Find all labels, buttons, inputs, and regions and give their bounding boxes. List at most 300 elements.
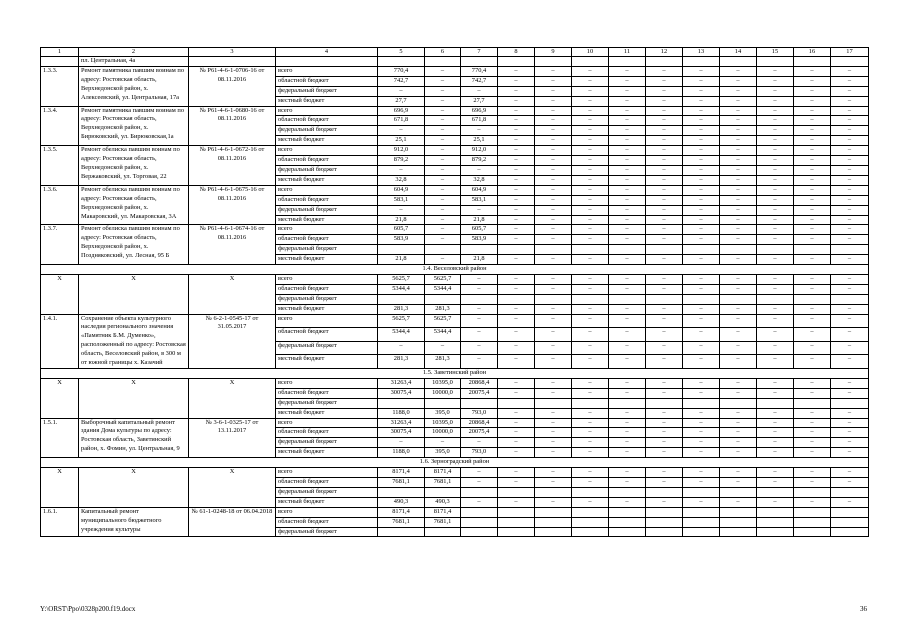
amount-cell: 21,8 xyxy=(378,255,425,265)
cell-empty xyxy=(609,57,646,67)
amount-cell: 8171,4 xyxy=(378,468,425,478)
amount-cell xyxy=(720,507,757,517)
amount-cell: – xyxy=(461,284,498,294)
amount-cell: – xyxy=(757,408,794,418)
amount-cell: – xyxy=(609,86,646,96)
cell-empty xyxy=(683,57,720,67)
amount-cell: – xyxy=(535,341,572,355)
amount-cell: – xyxy=(720,477,757,487)
amount-cell: – xyxy=(498,284,535,294)
amount-cell xyxy=(378,245,425,255)
amount-cell: – xyxy=(757,388,794,398)
amount-cell: – xyxy=(720,341,757,355)
amount-cell: – xyxy=(720,66,757,76)
amount-cell xyxy=(535,517,572,527)
document-reference: № Р61-4-6-1-0674-16 от 08.11.2016 xyxy=(189,225,276,265)
amount-cell: – xyxy=(757,284,794,294)
amount-cell: – xyxy=(609,284,646,294)
amount-cell: – xyxy=(609,304,646,314)
amount-cell: – xyxy=(425,136,461,146)
amount-cell: – xyxy=(461,165,498,175)
funding-source: местный бюджет xyxy=(276,215,378,225)
amount-cell: – xyxy=(609,477,646,487)
document-reference: № 6-2-1-0545-17 от 31.05.2017 xyxy=(189,314,276,368)
amount-cell: – xyxy=(720,205,757,215)
funding-source: областной бюджет xyxy=(276,235,378,245)
table-row xyxy=(41,378,869,388)
amount-cell xyxy=(794,398,831,408)
amount-cell: – xyxy=(646,156,683,166)
section-row xyxy=(41,265,869,275)
funding-source: всего xyxy=(276,185,378,195)
amount-cell: – xyxy=(720,185,757,195)
amount-cell: – xyxy=(425,106,461,116)
object-description: Ремонт памятника павшим воинам по адресу: Ростовская область, Верхнедонской район, х. Бирюковский, ул. Бирюковская,1а xyxy=(79,106,189,146)
amount-cell: – xyxy=(535,274,572,284)
funding-source: местный бюджет xyxy=(276,136,378,146)
table-row xyxy=(41,225,869,235)
amount-cell: – xyxy=(425,235,461,245)
amount-cell xyxy=(535,398,572,408)
amount-cell: 25,1 xyxy=(378,136,425,146)
amount-cell: – xyxy=(609,428,646,438)
funding-source: федеральный бюджет xyxy=(276,165,378,175)
amount-cell: – xyxy=(646,86,683,96)
amount-cell: 5344,4 xyxy=(378,328,425,342)
amount-cell xyxy=(683,527,720,537)
amount-cell: – xyxy=(831,185,869,195)
amount-cell xyxy=(720,294,757,304)
amount-cell: – xyxy=(572,76,609,86)
amount-cell: – xyxy=(609,497,646,507)
amount-cell xyxy=(535,527,572,537)
amount-cell: – xyxy=(498,438,535,448)
table-row xyxy=(41,418,869,428)
amount-cell: – xyxy=(646,165,683,175)
cell-empty xyxy=(572,57,609,67)
amount-cell: – xyxy=(535,225,572,235)
amount-cell: – xyxy=(720,418,757,428)
amount-cell xyxy=(683,487,720,497)
amount-cell: – xyxy=(720,408,757,418)
funding-source: областной бюджет xyxy=(276,328,378,342)
amount-cell: – xyxy=(831,304,869,314)
amount-cell: – xyxy=(609,106,646,116)
cell-empty xyxy=(461,57,498,67)
amount-cell: – xyxy=(535,428,572,438)
amount-cell: – xyxy=(794,304,831,314)
object-description: Ремонт памятника павшим воинам по адресу: Ростовская область, Верхнедонской район, х. Алексеевский, ул. Центральная, 17а xyxy=(79,66,189,106)
funding-source: федеральный бюджет xyxy=(276,527,378,537)
amount-cell: – xyxy=(831,328,869,342)
amount-cell: 742,7 xyxy=(461,76,498,86)
amount-cell: – xyxy=(535,175,572,185)
amount-cell: – xyxy=(757,66,794,76)
section-title: 1.4. Веселовский район xyxy=(41,265,869,275)
cell-empty xyxy=(189,57,276,67)
amount-cell xyxy=(720,245,757,255)
amount-cell: – xyxy=(425,185,461,195)
amount-cell: – xyxy=(794,468,831,478)
amount-cell: – xyxy=(794,355,831,369)
amount-cell: – xyxy=(535,165,572,175)
document-reference: Х xyxy=(189,274,276,314)
amount-cell: 281,3 xyxy=(378,355,425,369)
amount-cell: – xyxy=(831,274,869,284)
amount-cell: – xyxy=(572,448,609,458)
amount-cell: – xyxy=(572,86,609,96)
amount-cell: 20075,4 xyxy=(461,428,498,438)
amount-cell: 281,3 xyxy=(425,304,461,314)
amount-cell: – xyxy=(757,136,794,146)
amount-cell: – xyxy=(535,116,572,126)
amount-cell: – xyxy=(646,274,683,284)
amount-cell: 604,9 xyxy=(378,185,425,195)
amount-cell xyxy=(609,527,646,537)
amount-cell: – xyxy=(794,274,831,284)
amount-cell: – xyxy=(794,284,831,294)
amount-cell: – xyxy=(683,235,720,245)
amount-cell: – xyxy=(535,408,572,418)
amount-cell: – xyxy=(425,66,461,76)
amount-cell: – xyxy=(572,195,609,205)
object-description: Ремонт обелиска павшим воинам по адресу: Ростовская область, Верхнедонской район, х. Поздняковский, ул. Лесная, 95 Б xyxy=(79,225,189,265)
amount-cell xyxy=(378,487,425,497)
amount-cell: – xyxy=(461,355,498,369)
object-description: Х xyxy=(79,274,189,314)
amount-cell: – xyxy=(498,126,535,136)
amount-cell: – xyxy=(498,146,535,156)
amount-cell: – xyxy=(757,304,794,314)
amount-cell: – xyxy=(498,255,535,265)
funding-source: всего xyxy=(276,314,378,328)
funding-source: всего xyxy=(276,468,378,478)
amount-cell: – xyxy=(794,341,831,355)
amount-cell: – xyxy=(609,156,646,166)
amount-cell: – xyxy=(572,378,609,388)
amount-cell: – xyxy=(572,136,609,146)
table-row xyxy=(41,274,869,284)
amount-cell: – xyxy=(683,255,720,265)
amount-cell: – xyxy=(535,136,572,146)
amount-cell: 793,0 xyxy=(461,408,498,418)
amount-cell: – xyxy=(720,175,757,185)
amount-cell: – xyxy=(425,146,461,156)
amount-cell: – xyxy=(831,378,869,388)
amount-cell: – xyxy=(461,86,498,96)
amount-cell: 21,8 xyxy=(461,215,498,225)
amount-cell: – xyxy=(683,355,720,369)
column-number: 11 xyxy=(609,48,646,57)
amount-cell: – xyxy=(572,388,609,398)
amount-cell xyxy=(757,517,794,527)
amount-cell: – xyxy=(683,497,720,507)
funding-source: федеральный бюджет xyxy=(276,438,378,448)
amount-cell: – xyxy=(425,116,461,126)
column-number: 7 xyxy=(461,48,498,57)
amount-cell: – xyxy=(683,468,720,478)
amount-cell: – xyxy=(535,205,572,215)
amount-cell xyxy=(757,294,794,304)
amount-cell xyxy=(498,294,535,304)
amount-cell: – xyxy=(572,274,609,284)
amount-cell: – xyxy=(794,175,831,185)
amount-cell xyxy=(720,517,757,527)
amount-cell: – xyxy=(609,205,646,215)
amount-cell: – xyxy=(498,96,535,106)
amount-cell: – xyxy=(378,438,425,448)
amount-cell: – xyxy=(646,76,683,86)
amount-cell: – xyxy=(831,225,869,235)
amount-cell: 793,0 xyxy=(461,448,498,458)
amount-cell: – xyxy=(831,116,869,126)
amount-cell: – xyxy=(683,76,720,86)
amount-cell: – xyxy=(720,355,757,369)
amount-cell: – xyxy=(498,156,535,166)
amount-cell: – xyxy=(794,86,831,96)
amount-cell: – xyxy=(683,304,720,314)
amount-cell: – xyxy=(498,235,535,245)
amount-cell: 281,3 xyxy=(378,304,425,314)
amount-cell: – xyxy=(572,428,609,438)
amount-cell: – xyxy=(535,126,572,136)
amount-cell: – xyxy=(572,341,609,355)
amount-cell: – xyxy=(794,388,831,398)
amount-cell: – xyxy=(683,328,720,342)
amount-cell xyxy=(572,294,609,304)
amount-cell: – xyxy=(720,378,757,388)
amount-cell: – xyxy=(720,438,757,448)
item-number: 1.3.6. xyxy=(41,185,79,225)
amount-cell: – xyxy=(646,205,683,215)
table-row xyxy=(41,185,869,195)
amount-cell: 671,8 xyxy=(461,116,498,126)
amount-cell xyxy=(572,487,609,497)
amount-cell: – xyxy=(378,341,425,355)
amount-cell: – xyxy=(794,497,831,507)
amount-cell: – xyxy=(683,185,720,195)
amount-cell: – xyxy=(498,106,535,116)
funding-source: федеральный бюджет xyxy=(276,245,378,255)
amount-cell xyxy=(683,398,720,408)
amount-cell: 5344,4 xyxy=(425,328,461,342)
amount-cell: – xyxy=(794,205,831,215)
amount-cell: 490,3 xyxy=(425,497,461,507)
item-number: 1.4.1. xyxy=(41,314,79,368)
amount-cell xyxy=(831,487,869,497)
amount-cell: – xyxy=(535,185,572,195)
amount-cell: – xyxy=(831,314,869,328)
amount-cell: – xyxy=(757,255,794,265)
funding-source: областной бюджет xyxy=(276,76,378,86)
amount-cell: – xyxy=(683,215,720,225)
amount-cell: – xyxy=(683,66,720,76)
funding-source: областной бюджет xyxy=(276,195,378,205)
amount-cell: – xyxy=(646,126,683,136)
object-description: Х xyxy=(79,468,189,508)
amount-cell: – xyxy=(794,165,831,175)
amount-cell: – xyxy=(498,136,535,146)
amount-cell: – xyxy=(757,235,794,245)
amount-cell: 696,9 xyxy=(461,106,498,116)
funding-source: местный бюджет xyxy=(276,96,378,106)
amount-cell: – xyxy=(683,116,720,126)
amount-cell: 30075,4 xyxy=(378,388,425,398)
amount-cell: 1188,0 xyxy=(378,448,425,458)
amount-cell xyxy=(535,487,572,497)
amount-cell: – xyxy=(794,96,831,106)
amount-cell: – xyxy=(794,66,831,76)
amount-cell: – xyxy=(683,314,720,328)
funding-source: местный бюджет xyxy=(276,408,378,418)
amount-cell: – xyxy=(609,146,646,156)
amount-cell: 21,8 xyxy=(378,215,425,225)
amount-cell: – xyxy=(757,438,794,448)
item-number: 1.6.1. xyxy=(41,507,79,537)
amount-cell: 27,7 xyxy=(378,96,425,106)
amount-cell: 281,3 xyxy=(425,355,461,369)
funding-source: местный бюджет xyxy=(276,255,378,265)
section-title: 1.6. Зерноградский район xyxy=(41,458,869,468)
amount-cell: – xyxy=(683,126,720,136)
amount-cell: – xyxy=(683,195,720,205)
amount-cell: – xyxy=(425,96,461,106)
column-number: 13 xyxy=(683,48,720,57)
funding-source: всего xyxy=(276,418,378,428)
amount-cell: – xyxy=(498,225,535,235)
amount-cell: – xyxy=(646,116,683,126)
amount-cell xyxy=(572,527,609,537)
amount-cell: – xyxy=(572,205,609,215)
amount-cell: – xyxy=(683,205,720,215)
amount-cell: – xyxy=(646,378,683,388)
amount-cell: – xyxy=(757,96,794,106)
amount-cell: 395,0 xyxy=(425,448,461,458)
amount-cell: – xyxy=(720,116,757,126)
amount-cell: – xyxy=(757,428,794,438)
amount-cell: 31263,4 xyxy=(378,378,425,388)
amount-cell: – xyxy=(831,106,869,116)
amount-cell: – xyxy=(646,355,683,369)
amount-cell: 27,7 xyxy=(461,96,498,106)
amount-cell xyxy=(757,398,794,408)
amount-cell: – xyxy=(720,388,757,398)
amount-cell: – xyxy=(498,274,535,284)
amount-cell: – xyxy=(498,116,535,126)
column-number: 17 xyxy=(831,48,869,57)
amount-cell xyxy=(461,398,498,408)
amount-cell: – xyxy=(683,86,720,96)
amount-cell: – xyxy=(425,156,461,166)
amount-cell: – xyxy=(720,96,757,106)
amount-cell: – xyxy=(498,355,535,369)
amount-cell: – xyxy=(831,66,869,76)
amount-cell: – xyxy=(572,126,609,136)
amount-cell: – xyxy=(831,235,869,245)
section-row xyxy=(41,369,869,379)
amount-cell xyxy=(461,245,498,255)
amount-cell: – xyxy=(683,156,720,166)
amount-cell: – xyxy=(757,328,794,342)
amount-cell: – xyxy=(535,378,572,388)
amount-cell: – xyxy=(683,175,720,185)
amount-cell xyxy=(461,527,498,537)
table-row xyxy=(41,507,869,517)
amount-cell: – xyxy=(572,116,609,126)
funding-source: местный бюджет xyxy=(276,497,378,507)
cell-empty xyxy=(535,57,572,67)
amount-cell xyxy=(831,517,869,527)
amount-cell: – xyxy=(535,477,572,487)
amount-cell: – xyxy=(757,448,794,458)
amount-cell: 912,0 xyxy=(378,146,425,156)
amount-cell: – xyxy=(425,76,461,86)
amount-cell: 7681,1 xyxy=(378,477,425,487)
amount-cell xyxy=(683,517,720,527)
amount-cell: – xyxy=(572,66,609,76)
table-row xyxy=(41,146,869,156)
amount-cell: – xyxy=(794,428,831,438)
amount-cell xyxy=(646,398,683,408)
amount-cell xyxy=(646,487,683,497)
column-number: 16 xyxy=(794,48,831,57)
amount-cell: – xyxy=(609,136,646,146)
amount-cell: – xyxy=(831,96,869,106)
amount-cell: – xyxy=(720,235,757,245)
column-number: 6 xyxy=(425,48,461,57)
column-number: 1 xyxy=(41,48,79,57)
amount-cell xyxy=(646,507,683,517)
amount-cell: – xyxy=(831,497,869,507)
amount-cell: 10395,0 xyxy=(425,378,461,388)
amount-cell: – xyxy=(646,304,683,314)
amount-cell: 5625,7 xyxy=(378,314,425,328)
amount-cell: – xyxy=(572,355,609,369)
amount-cell: – xyxy=(498,468,535,478)
amount-cell: – xyxy=(794,76,831,86)
amount-cell: – xyxy=(572,165,609,175)
amount-cell: – xyxy=(646,468,683,478)
amount-cell: 21,8 xyxy=(461,255,498,265)
amount-cell: – xyxy=(757,86,794,96)
amount-cell: – xyxy=(498,185,535,195)
amount-cell: 879,2 xyxy=(461,156,498,166)
amount-cell: – xyxy=(831,126,869,136)
amount-cell: – xyxy=(757,205,794,215)
amount-cell xyxy=(720,527,757,537)
amount-cell: – xyxy=(794,255,831,265)
amount-cell xyxy=(425,245,461,255)
amount-cell: – xyxy=(609,225,646,235)
amount-cell: – xyxy=(646,175,683,185)
amount-cell: – xyxy=(757,195,794,205)
amount-cell: – xyxy=(646,255,683,265)
amount-cell: 32,8 xyxy=(461,175,498,185)
amount-cell: – xyxy=(498,205,535,215)
amount-cell xyxy=(609,487,646,497)
funding-source: областной бюджет xyxy=(276,284,378,294)
amount-cell xyxy=(646,245,683,255)
object-description: Выборочный капитальный ремонт здания Дома культуры по адресу: Ростовская область, Заветинский район, х. Фомин, ул. Центральная, 9 xyxy=(79,418,189,458)
amount-cell xyxy=(425,487,461,497)
amount-cell: – xyxy=(609,355,646,369)
amount-cell: – xyxy=(757,314,794,328)
amount-cell: – xyxy=(646,418,683,428)
column-number: 8 xyxy=(498,48,535,57)
amount-cell: – xyxy=(646,106,683,116)
amount-cell xyxy=(498,507,535,517)
amount-cell: – xyxy=(535,96,572,106)
